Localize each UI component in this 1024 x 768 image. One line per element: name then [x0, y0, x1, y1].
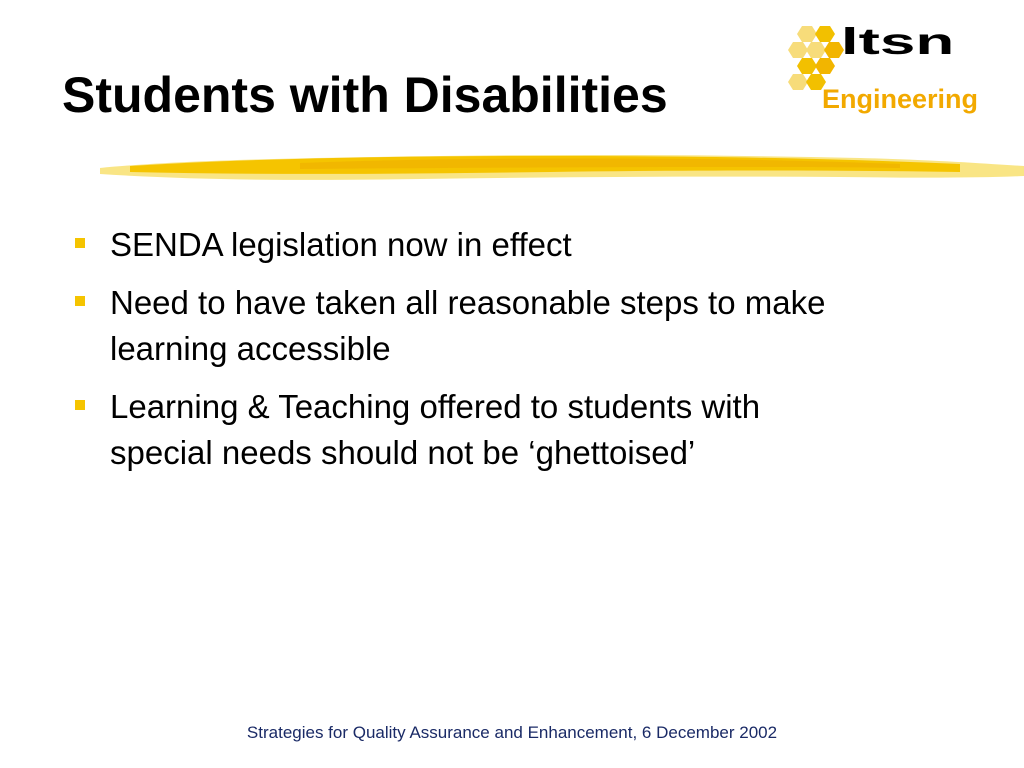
title-underline-brushstroke — [100, 146, 1024, 190]
logo-subtitle: Engineering — [822, 84, 979, 114]
list-item — [68, 222, 828, 268]
bullet-text: Need to have taken all reasonable steps to make learning accessible — [110, 284, 826, 367]
list-item — [68, 384, 828, 476]
bullet-list — [68, 222, 828, 488]
honeycomb-icon — [788, 26, 844, 90]
logo-wordmark: ltsn — [840, 21, 955, 63]
list-item — [68, 280, 828, 372]
square-bullet-icon — [75, 296, 85, 306]
square-bullet-icon — [75, 238, 85, 248]
square-bullet-icon — [75, 400, 85, 410]
slide-title: Students with Disabilities — [62, 67, 668, 123]
slide-footer — [0, 723, 1024, 743]
bullet-text: Learning & Teaching offered to students with special needs should not be ‘ghettoised’ — [110, 388, 761, 471]
footer-text: Strategies for Quality Assurance and Enhancement, 6 December 2002 — [246, 723, 778, 742]
bullet-text: SENDA legislation now in effect — [110, 226, 572, 263]
